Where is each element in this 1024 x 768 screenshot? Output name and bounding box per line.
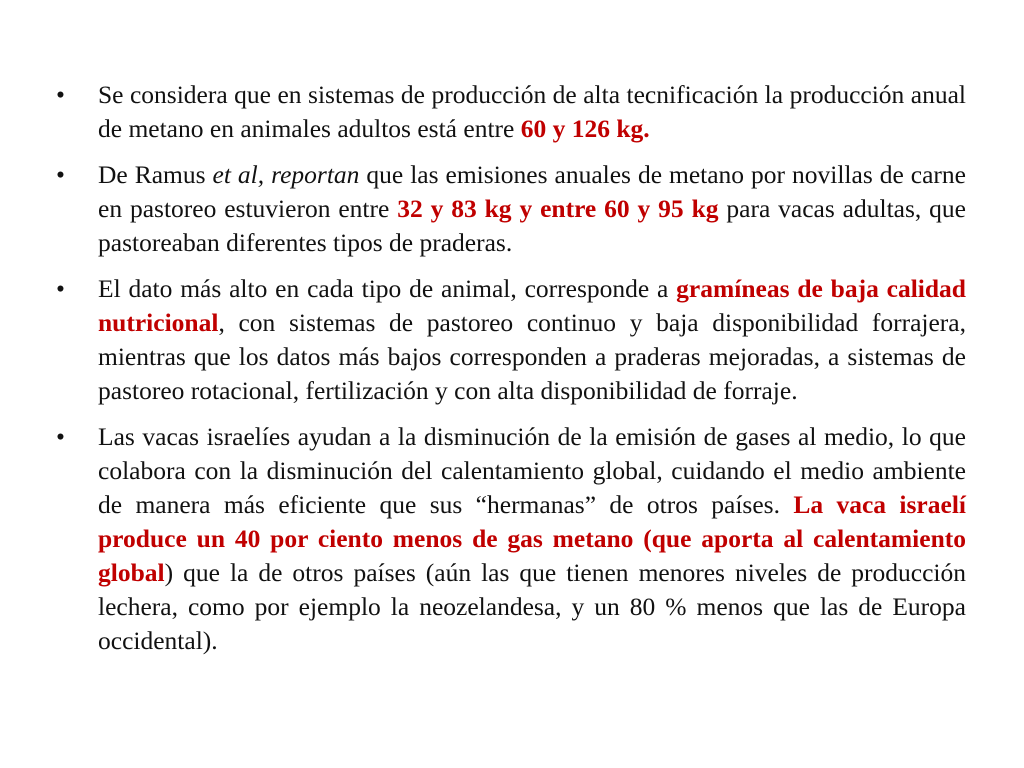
bullet-1-highlight: 60 y 126 kg. xyxy=(520,114,650,143)
bullet-item-1 xyxy=(56,78,966,146)
bullet-2-highlight: 32 y 83 kg y entre 60 y 95 kg xyxy=(397,194,719,223)
bullet-list xyxy=(56,78,966,670)
bullet-2-text-start: De Ramus xyxy=(98,160,213,189)
bullet-1-text: Se considera que en sistemas de producción de alta tecnificación la producción anual de metano en animales adultos está entre xyxy=(98,80,966,143)
bullet-item-3 xyxy=(56,272,966,408)
bullet-4-text-end: ) que la de otros países (aún las que tienen menores niveles de producción lechera, como por ejemplo la neozelandesa, y un 80 % menos que las de Europa occidental). xyxy=(98,558,966,655)
bullet-4-highlight: La vaca israelí produce un 40 por ciento menos de gas metano (que aporta al calentamiento global xyxy=(98,490,966,587)
bullet-2-text-end: para vacas adultas, que pastoreaban diferentes tipos de praderas. xyxy=(98,194,966,257)
bullet-dot-icon: • xyxy=(56,80,65,109)
bullet-dot-icon: • xyxy=(56,422,65,451)
bullet-dot-icon: • xyxy=(56,160,65,189)
bullet-3-text-start: El dato más alto en cada tipo de animal, corresponde a xyxy=(98,274,677,303)
bullet-item-4 xyxy=(56,420,966,658)
bullet-3-highlight: gramíneas de baja calidad nutricional xyxy=(98,274,966,337)
bullet-3-text-end: , con sistemas de pastoreo continuo y baja disponibilidad forrajera, mientras que los datos más bajos corresponden a praderas mejoradas, a sistemas de pastoreo rotacional, fertilización y con alta disponibilidad de forraje. xyxy=(98,308,966,405)
bullet-2-text-middle: que las emisiones anuales de metano por novillas de carne en pastoreo estuvieron entre xyxy=(98,160,966,223)
bullet-4-text-start: Las vacas israelíes ayudan a la disminución de la emisión de gases al medio, lo que colabora con la disminución del calentamiento global, cuidando el medio ambiente de manera más eficiente que sus “hermanas” de otros países. xyxy=(98,422,966,519)
bullet-dot-icon: • xyxy=(56,274,65,303)
bullet-item-2 xyxy=(56,158,966,260)
bullet-2-citation: et al, reportan xyxy=(212,160,360,189)
